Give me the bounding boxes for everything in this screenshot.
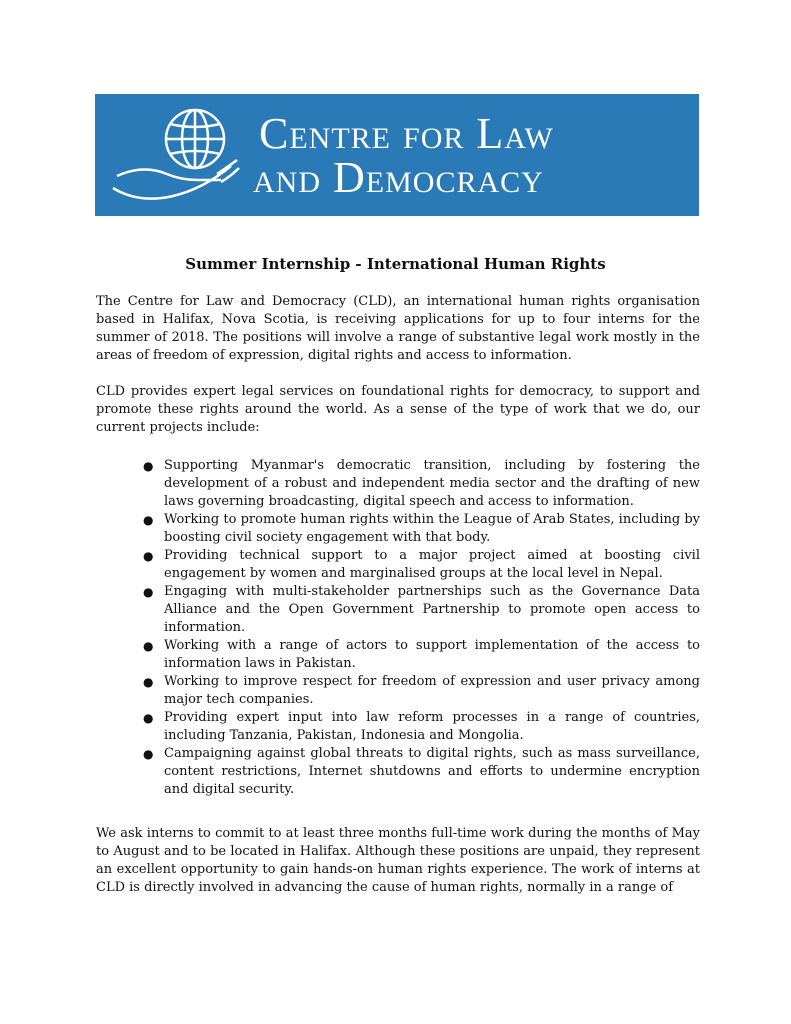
logo-cap-d: D bbox=[333, 153, 366, 202]
list-item bbox=[96, 457, 700, 511]
logo-small-caps-aw: AW bbox=[504, 122, 554, 155]
list-item-text: Working to promote human rights within the League of Arab States, including by boosting civil society engagement with that body. bbox=[164, 512, 700, 545]
logo-small-caps-and: AND bbox=[253, 166, 321, 199]
projects-list bbox=[96, 457, 700, 799]
list-item bbox=[96, 745, 700, 799]
logo-small-caps-emocracy: EMOCRACY bbox=[365, 166, 544, 199]
intro-paragraph: The Centre for Law and Democracy (CLD), an international human rights organisation based in Halifax, Nova Scotia, is receiving applications for up to four interns for the summer of 2018. The positions will involve a range of substantive legal work mostly in the areas of freedom of expression, digital rights and access to information. bbox=[96, 294, 700, 363]
bullet-icon: ● bbox=[143, 675, 154, 689]
list-item-text: Working to improve respect for freedom of expression and user privacy among major tech companies. bbox=[164, 674, 700, 707]
list-item bbox=[96, 511, 700, 547]
list-item-text: Engaging with multi-stakeholder partnerships such as the Governance Data Alliance and the Open Government Partnership to promote open access to information. bbox=[164, 584, 700, 635]
bullet-icon: ● bbox=[143, 549, 154, 563]
list-item bbox=[96, 637, 700, 673]
logo-banner bbox=[95, 94, 699, 216]
logo-cap-l: L bbox=[476, 109, 505, 158]
list-item-text: Working with a range of actors to support implementation of the access to information laws in Pakistan. bbox=[164, 638, 700, 671]
list-item-text: Providing technical support to a major project aimed at boosting civil engagement by women and marginalised groups at the local level in Nepal. bbox=[164, 548, 700, 581]
commitment-paragraph: We ask interns to commit to at least three months full-time work during the months of May to August and to be located in Halifax. Although these positions are unpaid, they represent an excellent opportunity to gain hands-on human rights experience. The work of interns at CLD is directly involved in advancing the cause of human rights, normally in a range of bbox=[96, 826, 700, 895]
logo-text-line2 bbox=[253, 152, 544, 203]
list-item bbox=[96, 547, 700, 583]
document-title: Summer Internship - International Human Rights bbox=[185, 255, 606, 273]
list-item bbox=[96, 583, 700, 637]
list-item-text: Providing expert input into law reform processes in a range of countries, including Tanzania, Pakistan, Indonesia and Mongolia. bbox=[164, 710, 700, 743]
logo-small-caps-for: FOR bbox=[403, 122, 465, 155]
bullet-icon: ● bbox=[143, 585, 154, 599]
list-item-text: Supporting Myanmar's democratic transition, including by fostering the development of a robust and independent media sector and the drafting of new laws governing broadcasting, digital speech and access to information. bbox=[164, 458, 700, 509]
logo-cap-c: C bbox=[259, 109, 290, 158]
bullet-icon: ● bbox=[143, 513, 154, 527]
bullet-icon: ● bbox=[143, 459, 154, 473]
bullet-icon: ● bbox=[143, 711, 154, 725]
bullet-icon: ● bbox=[143, 639, 154, 653]
bullet-icon: ● bbox=[143, 747, 154, 761]
logo-small-caps-entre: ENTRE bbox=[289, 122, 392, 155]
list-item bbox=[96, 709, 700, 745]
globe-in-hand-icon bbox=[95, 94, 255, 216]
services-paragraph: CLD provides expert legal services on foundational rights for democracy, to support and promote these rights around the world. As a sense of the type of work that we do, our current projects include: bbox=[96, 384, 700, 435]
list-item-text: Campaigning against global threats to digital rights, such as mass surveillance, content restrictions, Internet shutdowns and efforts to undermine encryption and digital security. bbox=[164, 746, 700, 797]
list-item bbox=[96, 673, 700, 709]
